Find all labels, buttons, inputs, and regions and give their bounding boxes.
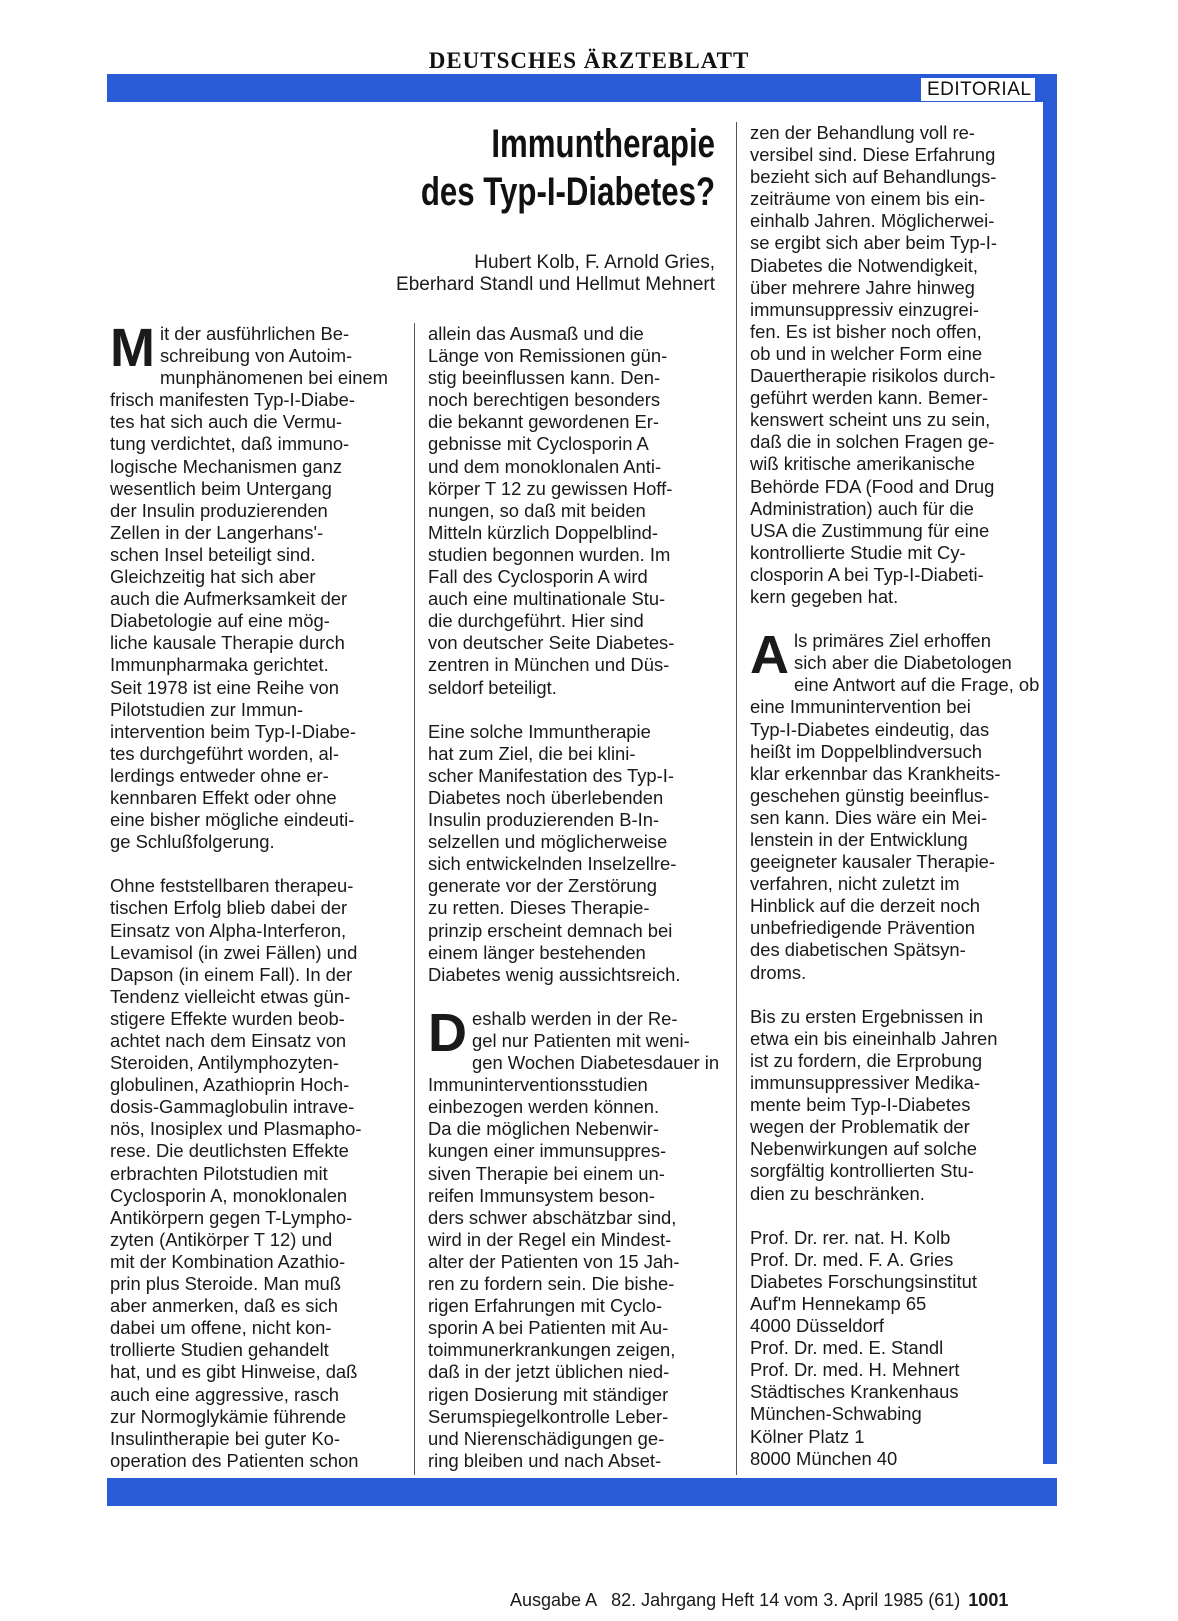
text-line: logische Mechanismen ganz	[110, 455, 343, 477]
column-lines	[428, 323, 724, 1008]
text-line: schen Insel beteiligt sind.	[110, 543, 316, 565]
text-line	[428, 986, 724, 1008]
text-line: daß in der jetzt üblichen nied-	[428, 1361, 670, 1383]
text-line: bezieht sich auf Behandlungs-	[750, 166, 997, 188]
text-line: Städtisches Krankenhaus	[750, 1381, 959, 1403]
text-line: stigere Effekte wurden beob-	[110, 1007, 345, 1029]
text-line: eine Immunintervention bei	[750, 696, 971, 718]
text-line: studien begonnen wurden. Im	[428, 543, 671, 565]
text-line: wiß kritische amerikanische	[750, 453, 975, 475]
text-line: dosis-Gammaglobulin intrave-	[110, 1096, 355, 1118]
text-line: lerdings entweder ohne er-	[110, 764, 329, 786]
text-line: se ergibt sich aber beim Typ-I-	[750, 232, 998, 254]
text-line: Immunpharmaka gerichtet.	[110, 654, 329, 676]
text-line: dabei um offene, nicht kon-	[110, 1317, 332, 1339]
text-line: 8000 München 40	[750, 1447, 898, 1469]
text-line: gel nur Patienten mit weni-	[472, 1030, 690, 1051]
column-lines	[110, 318, 400, 1472]
text-line: gen Wochen Diabetesdauer in	[472, 1052, 720, 1074]
text-line: körper T 12 zu gewissen Hoff-	[428, 477, 673, 499]
text-line: tes hat sich auch die Vermu-	[110, 411, 343, 433]
text-line: aber anmerken, daß es sich	[110, 1295, 338, 1317]
text-line	[428, 699, 724, 721]
text-line: Typ-I-Diabetes eindeutig, das	[750, 718, 990, 740]
text-line: einhalb Jahren. Möglicherwei-	[750, 210, 995, 232]
text-line: Eine solche Immuntherapie	[428, 720, 651, 742]
text-line: Behörde FDA (Food and Drug	[750, 475, 995, 497]
text-line: wegen der Problematik der	[750, 1116, 970, 1138]
text-line: erbrachten Pilotstudien mit	[110, 1162, 328, 1184]
text-line: Da die möglichen Nebenwir-	[428, 1118, 660, 1140]
text-line: trollierte Studien gehandelt	[110, 1339, 329, 1361]
text-line: gebnisse mit Cyclosporin A	[428, 433, 649, 455]
article-title	[391, 120, 715, 216]
text-line: Diabetes noch überlebenden	[428, 786, 664, 808]
text-line: seldorf beteiligt.	[428, 676, 557, 698]
text-line: operation des Patienten schon	[110, 1449, 359, 1471]
text-line: Steroiden, Antilymphozyten-	[110, 1052, 339, 1074]
text-line: kern gegeben hat.	[750, 585, 899, 607]
text-line: Prof. Dr. med. E. Standl	[750, 1337, 944, 1359]
text-line: kungen einer immunsuppres-	[428, 1140, 667, 1162]
title-line: Immuntherapie	[491, 122, 715, 166]
text-line: rigen Erfahrungen mit Cyclo-	[428, 1295, 663, 1317]
text-line: etwa ein bis eineinhalb Jahren	[750, 1027, 998, 1049]
top-color-bar	[107, 74, 1057, 102]
text-line: Einsatz von Alpha-Interferon,	[110, 919, 347, 941]
column-rule	[414, 323, 415, 1475]
column-lines	[428, 1002, 724, 1472]
text-line: zyten (Antikörper T 12) und	[110, 1228, 333, 1250]
text-line: tischen Erfolg blieb dabei der	[110, 897, 348, 919]
text-line: intervention beim Typ-I-Diabe-	[110, 720, 357, 742]
text-line: mit der Kombination Azathio-	[110, 1250, 346, 1272]
text-line: ren zu fordern sein. Die bishe-	[428, 1273, 675, 1295]
text-line: ls primäres Ziel erhoffen	[794, 630, 991, 652]
text-line: Prof. Dr. med. F. A. Gries	[750, 1248, 954, 1270]
text-line	[750, 608, 1040, 630]
text-line: immunsuppressiver Medika-	[750, 1072, 980, 1094]
text-line: eine Antwort auf die Frage, ob	[794, 674, 1040, 696]
text-line: Immuninterventionsstudien	[428, 1074, 648, 1096]
text-line: Ohne feststellbaren therapeu-	[110, 875, 354, 897]
text-line: Cyclosporin A, monoklonalen	[110, 1184, 348, 1206]
drop-cap: M	[110, 318, 155, 378]
text-line: geschehen günstig beeinflus-	[750, 784, 990, 806]
text-line: der Insulin produzierenden	[110, 499, 328, 521]
author-line: Eberhard Standl und Hellmut Mehnert	[396, 274, 715, 295]
text-line: liche kausale Therapie durch	[110, 632, 345, 654]
text-line: hat, und es gibt Hinweise, daß	[110, 1361, 358, 1383]
text-line: klar erkennbar das Krankheits-	[750, 762, 1001, 784]
text-line: wesentlich beim Untergang	[110, 477, 332, 499]
text-line: sen kann. Dies wäre ein Mei-	[750, 806, 988, 828]
text-line: Diabetologie auf eine mög-	[110, 610, 330, 632]
text-line: geführt werden kann. Bemer-	[750, 387, 989, 409]
text-line: die bekannt gewordenen Er-	[428, 411, 660, 433]
text-line: kenswert scheint uns zu sein,	[750, 409, 991, 431]
text-line: kontrollierte Studie mit Cy-	[750, 541, 966, 563]
text-line: munphänomenen bei einem	[159, 367, 388, 389]
text-column-1	[110, 318, 400, 1472]
text-line: München-Schwabing	[750, 1403, 922, 1425]
text-line: frisch manifesten Typ-I-Diabe-	[110, 389, 355, 411]
text-line: prinzip erscheint demnach bei	[428, 919, 673, 941]
text-line: it der ausführlichen Be-	[159, 323, 350, 344]
text-line: lenstein in der Entwicklung	[750, 829, 968, 850]
text-line: verfahren, nicht zuletzt im	[750, 873, 960, 895]
text-line: hat zum Ziel, die bei klini-	[428, 742, 636, 764]
text-line: des diabetischen Spätsyn-	[750, 939, 966, 961]
text-line: dien zu beschränken.	[750, 1182, 925, 1204]
text-line: geeigneter kausaler Therapie-	[750, 851, 996, 873]
text-line: Prof. Dr. med. H. Mehnert	[750, 1359, 960, 1381]
text-line: tung verdichtet, daß immuno-	[110, 433, 350, 455]
text-line: selzellen und möglicherweise	[428, 831, 668, 853]
text-line: auch die Aufmerksamkeit der	[110, 588, 348, 610]
text-line: Diabetes die Notwendigkeit,	[750, 254, 978, 276]
text-line: ob und in welcher Form eine	[750, 342, 983, 364]
text-line: Auf'm Hennekamp 65	[750, 1292, 927, 1314]
text-line: schreibung von Autoim-	[159, 345, 353, 367]
text-line: Länge von Remissionen gün-	[428, 345, 668, 367]
title-line: des Typ-I-Diabetes?	[420, 170, 715, 214]
text-column-2	[428, 323, 724, 1472]
text-line: 4000 Düsseldorf	[750, 1315, 884, 1337]
text-line: reifen Immunsystem beson-	[428, 1184, 655, 1206]
text-line: Tendenz vielleicht etwas gün-	[110, 985, 351, 1007]
bottom-color-bar	[107, 1478, 1057, 1506]
section-label: EDITORIAL	[921, 78, 1035, 101]
text-line: rigen Dosierung mit ständiger	[428, 1383, 669, 1405]
text-line: auch eine multinationale Stu-	[428, 588, 666, 610]
text-line: achtet nach dem Einsatz von	[110, 1030, 347, 1051]
text-line: Gleichzeitig hat sich aber	[110, 566, 316, 588]
text-line: eshalb werden in der Re-	[472, 1007, 678, 1029]
column-lines	[750, 122, 1040, 630]
text-line: sorgfältig kontrollierten Stu-	[750, 1160, 974, 1182]
text-line: Diabetes Forschungsinstitut	[750, 1270, 977, 1292]
text-line: Insulintherapie bei guter Ko-	[110, 1427, 341, 1449]
issue-info: Ausgabe A 82. Jahrgang Heft 14 vom 3. April 1985 (61)	[510, 1590, 961, 1610]
text-line: nungen, so daß mit beiden	[428, 499, 646, 521]
text-line: einbezogen werden können.	[428, 1096, 660, 1118]
drop-cap: A	[750, 625, 789, 686]
text-line: Pilotstudien zur Immun-	[110, 698, 304, 720]
drop-cap: D	[428, 1002, 467, 1063]
text-line: ge Schlußfolgerung.	[110, 831, 275, 853]
text-line: stig beeinflussen kann. Den-	[428, 367, 661, 389]
text-line: Mitteln kürzlich Doppelblind-	[428, 521, 658, 543]
text-line: globulinen, Azathioprin Hoch-	[110, 1074, 350, 1096]
text-line: alter der Patienten von 15 Jah-	[428, 1250, 680, 1272]
text-line: Antikörpern gegen T-Lympho-	[110, 1206, 353, 1228]
text-line: nös, Inosiplex und Plasmapho-	[110, 1118, 362, 1140]
text-line: Prof. Dr. rer. nat. H. Kolb	[750, 1226, 951, 1248]
text-line: unbefriedigende Prävention	[750, 917, 975, 939]
text-line: eine bisher mögliche eindeuti-	[110, 809, 355, 831]
text-line: Bis zu ersten Ergebnissen in	[750, 1005, 984, 1027]
text-line: sich aber die Diabetologen	[794, 652, 1012, 674]
text-line: toimmunerkrankungen zeigen,	[428, 1339, 676, 1361]
text-line: kennbaren Effekt oder ohne	[110, 786, 337, 808]
text-line: zur Normoglykämie führende	[110, 1405, 347, 1427]
text-line: droms.	[750, 961, 807, 983]
paragraph-with-drop-cap	[428, 1002, 724, 1472]
text-line: Dapson (in einem Fall). In der	[110, 963, 353, 985]
text-line: versibel sind. Diese Erfahrung	[750, 144, 996, 166]
page-footer	[510, 1590, 1008, 1611]
text-line	[110, 853, 400, 875]
text-line: fen. Es ist bisher noch offen,	[750, 320, 982, 342]
masthead: DEUTSCHES ÄRZTEBLATT	[428, 48, 750, 73]
text-column-3	[750, 122, 1040, 1470]
text-line: zu retten. Dieses Therapie-	[428, 897, 650, 919]
text-line: closporin A bei Typ-I-Diabeti-	[750, 563, 984, 585]
text-line: immunsuppressiv einzugrei-	[750, 298, 979, 320]
author-line: Hubert Kolb, F. Arnold Gries,	[474, 252, 715, 273]
text-line: und dem monoklonalen Anti-	[428, 455, 662, 477]
text-line: Zellen in der Langerhans'-	[110, 521, 324, 543]
text-line	[750, 984, 1040, 1006]
text-line: Fall des Cyclosporin A wird	[428, 566, 648, 588]
text-line: allein das Ausmaß und die	[428, 323, 644, 344]
text-line: generate vor der Zerstörung	[428, 875, 657, 897]
text-line: Administration) auch für die	[750, 497, 974, 519]
text-line: ring bleiben und nach Abset-	[428, 1449, 662, 1471]
text-line: von deutscher Seite Diabetes-	[428, 632, 675, 654]
text-line: rese. Die deutlichsten Effekte	[110, 1140, 349, 1162]
text-line: auch eine aggressive, rasch	[110, 1383, 339, 1405]
text-line: sporin A bei Patienten mit Au-	[428, 1317, 669, 1339]
text-line: noch berechtigen besonders	[428, 389, 661, 411]
text-line: wird in der Regel ein Mindest-	[428, 1228, 672, 1250]
text-line: sich entwickelnden Inselzellre-	[428, 853, 677, 875]
text-line: Nebenwirkungen auf solche	[750, 1138, 977, 1160]
text-line: scher Manifestation des Typ-I-	[428, 764, 675, 786]
text-line: USA die Zustimmung für eine	[750, 519, 990, 541]
text-line: Kölner Platz 1	[750, 1425, 865, 1447]
text-line: Serumspiegelkontrolle Leber-	[428, 1405, 669, 1427]
text-line	[750, 1205, 1040, 1227]
text-line: mente beim Typ-I-Diabetes	[750, 1094, 971, 1116]
text-line: zen der Behandlung voll re-	[750, 122, 975, 143]
text-line: ders schwer abschätzbar sind,	[428, 1206, 677, 1228]
text-line: Levamisol (in zwei Fällen) und	[110, 941, 358, 963]
text-line: über mehrere Jahre hinweg	[750, 276, 975, 298]
text-line: Dauertherapie risikolos durch-	[750, 365, 996, 387]
column-rule	[736, 122, 737, 1475]
text-line: Seit 1978 ist eine Reihe von	[110, 676, 340, 698]
text-line: siven Therapie bei einem un-	[428, 1162, 665, 1184]
text-line: ist zu fordern, die Erprobung	[750, 1049, 983, 1071]
right-color-bar	[1043, 74, 1057, 1464]
text-line: und Nierenschädigungen ge-	[428, 1427, 665, 1449]
text-line: Hinblick auf die derzeit noch	[750, 895, 981, 917]
text-line: tes durchgeführt worden, al-	[110, 742, 339, 764]
text-line: zentren in München und Düs-	[428, 654, 670, 676]
text-line: Insulin produzierenden B-In-	[428, 809, 660, 831]
paragraph-with-drop-cap	[750, 625, 1040, 1470]
text-line: einem länger bestehenden	[428, 941, 646, 963]
text-line: die durchgeführt. Hier sind	[428, 610, 644, 632]
text-line: daß die in solchen Fragen ge-	[750, 431, 995, 453]
text-line: Diabetes wenig aussichtsreich.	[428, 963, 681, 985]
text-line: heißt im Doppelblindversuch	[750, 740, 983, 762]
article-authors	[300, 252, 715, 296]
text-line: zeiträume von einem bis ein-	[750, 188, 986, 210]
column-lines	[750, 625, 1040, 1470]
text-line: prin plus Steroide. Man muß	[110, 1273, 342, 1295]
page-number: 1001	[968, 1590, 1009, 1610]
